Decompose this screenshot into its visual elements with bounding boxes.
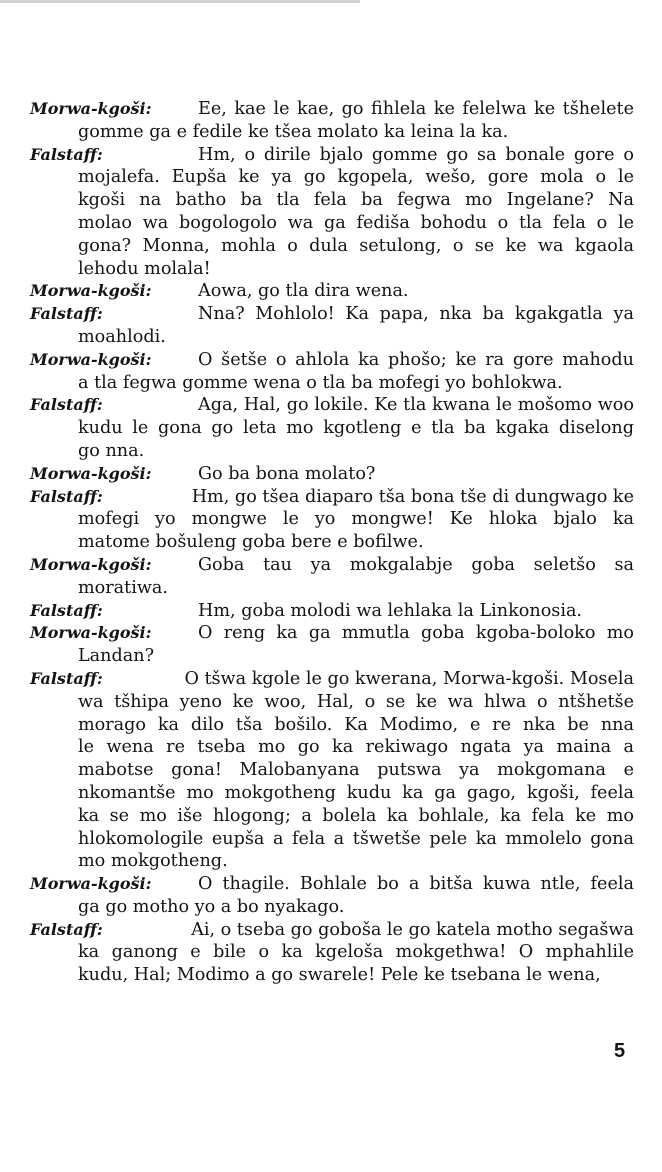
speech-block	[30, 98, 634, 144]
speech-first-line	[30, 554, 634, 577]
speech-line: O šetše o ahlola ka phošo; ke ra gore mahodu	[198, 349, 634, 370]
speech-first-line	[30, 600, 634, 623]
speech-line: O reng ka ga mmutla goba kgoba-boloko mo	[198, 623, 634, 644]
speech-line: mabotse gona! Malobanyana putswa ya mokgomana e	[78, 760, 634, 781]
speech-block	[30, 622, 634, 668]
speech-line: a tla fegwa gomme wena o tla ba mofegi yo bohlokwa.	[78, 372, 563, 393]
speech-block	[30, 600, 634, 623]
speech-first-line	[30, 668, 634, 691]
speech-line: Hm, go tšea diaparo tša bona tše di dungwago ke	[191, 486, 634, 507]
speaker-name: Morwa-kgoši:	[30, 281, 152, 301]
speaker-name: Falstaff:	[30, 668, 103, 688]
speech-block	[30, 280, 634, 303]
speech-block	[30, 463, 634, 486]
speech-line: kudu le gona go leta mo kgotleng e tla ba kgaka diselong	[78, 418, 634, 439]
speech-line: Ai, o tseba go goboša le go katela motho segašwa	[191, 919, 634, 940]
page-number: 5	[614, 1040, 626, 1062]
speech-block	[30, 349, 634, 395]
speech-line: le wena re tseba mo go ka rekiwago ngata ya maina a	[78, 737, 634, 758]
speech-line: nkomantše mo mokgotheng kudu ka ga gago, kgoši, feela	[78, 782, 634, 803]
speech-block	[30, 394, 634, 462]
dialogue-text	[30, 98, 634, 987]
speaker-name: Morwa-kgoši:	[30, 623, 152, 643]
top-rule	[0, 0, 360, 3]
speech-first-line	[30, 349, 634, 372]
speech-line: Nna? Mohlolo! Ka papa, nka ba kgakgatla ya	[198, 304, 634, 325]
speech-line: lehodu molala!	[78, 258, 211, 279]
speaker-name: Falstaff:	[30, 395, 103, 415]
speech-first-line	[30, 394, 634, 417]
speech-line: O thagile. Bohlale bo a bitša kuwa ntle, feela	[198, 874, 634, 895]
speech-first-line	[30, 98, 634, 121]
speech-first-line	[30, 303, 634, 326]
speech-line: kudu, Hal; Modimo a go swarele! Pele ke tsebana le wena,	[78, 965, 601, 986]
speech-line: Aowa, go tla dira wena.	[198, 281, 409, 302]
speech-line: hlokomologile eupša a fela a tšwetše pele ka mmolelo gona	[78, 828, 634, 849]
speech-first-line	[30, 486, 634, 509]
speech-line: Goba tau ya mokgalabje goba seletšo sa	[198, 554, 634, 575]
speaker-name: Morwa-kgoši:	[30, 463, 152, 483]
speaker-name: Morwa-kgoši:	[30, 349, 152, 369]
speech-line: O tšwa kgole le go kwerana, Morwa-kgoši. Mosela	[184, 668, 634, 689]
speaker-name: Falstaff:	[30, 919, 103, 939]
speaker-name: Falstaff:	[30, 144, 103, 164]
speech-line: mojalefa. Eupša ke ya go kgopela, wešo, gore mola o le	[78, 167, 634, 188]
speech-line: Go ba bona molato?	[198, 463, 376, 484]
speech-line: gomme ga e fedile ke tšea molato ka leina la ka.	[78, 121, 509, 142]
speech-line: matome bošuleng goba bere e bofilwe.	[78, 532, 424, 553]
speech-line: morago ka dilo tša bošilo. Ka Modimo, e re nka be nna	[78, 714, 634, 735]
speech-block	[30, 668, 634, 873]
speech-block	[30, 486, 634, 554]
speech-line: Hm, o dirile bjalo gomme go sa bonale gore o	[198, 144, 634, 165]
speech-first-line	[30, 873, 634, 896]
speech-line: wa tšhipa yeno ke woo, Hal, o se ke wa hlwa o ntšhetše	[78, 691, 634, 712]
speech-line: Ee, kae le kae, go fihlela ke felelwa ke tšhelete	[198, 99, 634, 119]
speech-block	[30, 919, 634, 987]
speaker-name: Morwa-kgoši:	[30, 554, 152, 574]
speech-first-line	[30, 919, 634, 942]
speech-line: gona? Monna, mohla o dula setulong, o se ke wa kgaola	[78, 235, 634, 256]
speech-block	[30, 303, 634, 349]
speech-block	[30, 554, 634, 600]
speaker-name: Falstaff:	[30, 304, 103, 324]
speech-line: go nna.	[78, 440, 145, 461]
speech-line: ka se mo iše hlogong; a bolela ka bohlale, ka fela ke mo	[78, 805, 634, 826]
speech-first-line	[30, 463, 634, 486]
speech-line: mofegi yo mongwe le yo mongwe! Ke hloka bjalo ka	[78, 509, 634, 530]
speech-line: ga go motho yo a bo nyakago.	[78, 896, 345, 917]
speech-first-line	[30, 280, 634, 303]
speech-first-line	[30, 622, 634, 645]
speaker-name: Morwa-kgoši:	[30, 874, 152, 894]
speech-line: Hm, goba molodi wa lehlaka la Linkonosia.	[198, 600, 583, 621]
speech-line: Aga, Hal, go lokile. Ke tla kwana le mošomo woo	[198, 395, 634, 416]
speech-line: ka ganong e bile o ka kgeloša mokgethwa! O mphahlile	[78, 942, 634, 963]
speech-block	[30, 873, 634, 919]
speech-line: molao wa bogologolo wa ga fediša bohodu o tla fela o le	[78, 212, 634, 233]
speech-line: moratiwa.	[78, 577, 169, 598]
speaker-name: Morwa-kgoši:	[30, 99, 152, 118]
speech-first-line	[30, 144, 634, 167]
speaker-name: Falstaff:	[30, 486, 103, 506]
speech-line: kgoši na batho ba tla fela ba fegwa mo Ingelane? Na	[78, 190, 634, 211]
speech-block	[30, 144, 634, 281]
speaker-name: Falstaff:	[30, 600, 103, 620]
speech-line: moahlodi.	[78, 326, 166, 347]
speech-line: Landan?	[78, 646, 155, 667]
speech-line: mo mokgotheng.	[78, 851, 228, 872]
